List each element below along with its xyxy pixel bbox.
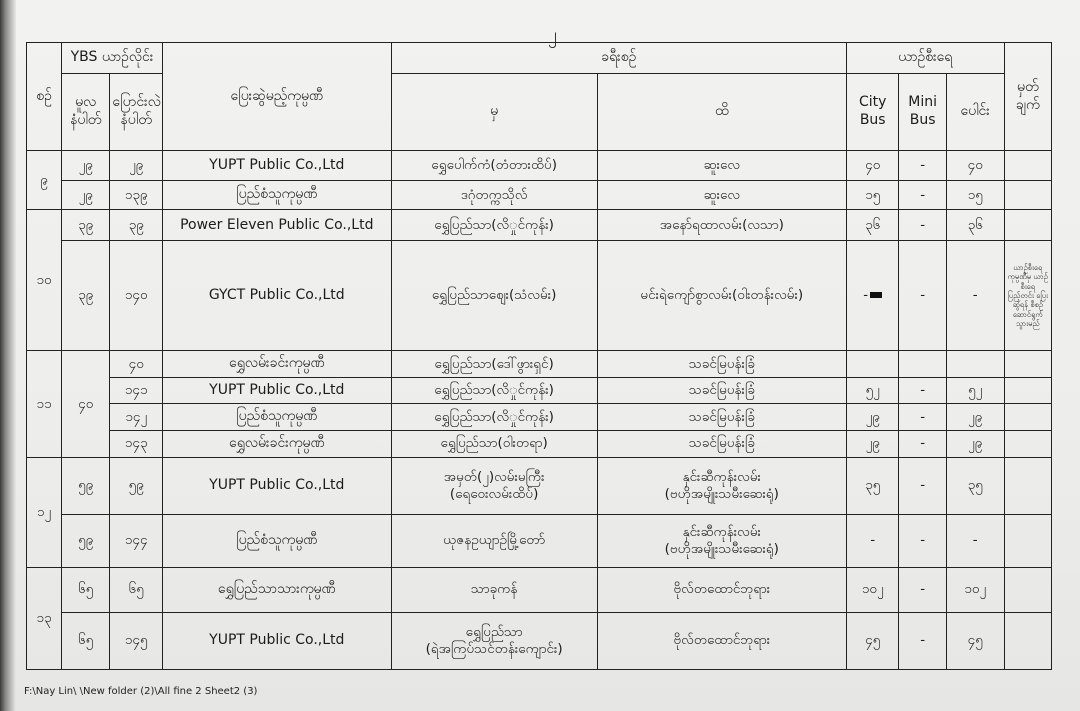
company: YUPT Public Co.,Ltd [162,612,391,669]
group-no: ၁၁ [27,351,62,457]
table-row [27,351,1052,378]
remark [1004,430,1051,457]
mini-bus [899,351,946,378]
city-bus: ၃၅ [846,457,899,514]
route-from: ရွှေပြည်သာဈေး(သံလမ်း) [391,241,597,351]
mini-bus: - [899,241,946,351]
header-mini-bus: Mini Bus [899,73,946,151]
table-row [27,180,1052,210]
mini-bus: - [899,612,946,669]
city-bus: ၅၂ [846,377,899,404]
total: ၂၉ [946,404,1004,431]
table-row [27,404,1052,431]
remark [1004,180,1051,210]
changed-no: ၁၄၁ [110,377,163,404]
mini-bus: - [899,404,946,431]
remark [1004,377,1051,404]
total: ၃၆ [946,210,1004,241]
company: YUPT Public Co.,Ltd [162,457,391,514]
company: ရွှေလမ်းခင်းကုမ္ပဏီ [162,351,391,378]
route-to: ဗိုလ်တထောင်ဘုရား [597,612,846,669]
remark [1004,151,1051,181]
route-to-line2: (ဗဟိုအမျိုးသမီးဆေးရုံ) [664,540,779,557]
table-row [27,430,1052,457]
route-from: ရွှေပြည်သာ(လိှုင်ကုန်း) [391,210,597,241]
changed-no: ၃၉ [110,210,163,241]
company: YUPT Public Co.,Ltd [162,151,391,181]
original-no: ၃၉ [62,210,110,241]
page-number: ၂ [548,24,557,45]
company: Power Eleven Public Co.,Ltd [162,210,391,241]
changed-no: ၂၉ [110,151,163,181]
table-row [27,457,1052,514]
header-group-no: စဉ် [27,43,62,151]
route-to: သခင်မြပန်းခြံ [597,351,846,378]
remark [1004,457,1051,514]
company: ရွှေလမ်းခင်းကုမ္ပဏီ [162,430,391,457]
route-from: ရွှေပြည်သာ(လိှုင်ကုန်း) [391,377,597,404]
original-no: ၅၉ [62,514,110,567]
city-bus: ၁၀၂ [846,567,899,612]
mini-bus: - [899,151,946,181]
mini-bus: - [899,457,946,514]
original-no: ၄၀ [62,351,110,457]
bus-route-table [26,42,1052,670]
city-bus: ၃၆ [846,210,899,241]
route-to: ဗိုလ်တထောင်ဘုရား [597,567,846,612]
group-no: ၉ [27,151,62,210]
route-from: ယုဇနဥယျာဉ်မြို့တော် [391,514,597,567]
route-from-line1: အမှတ်(၂)လမ်းမကြီး [443,468,545,485]
city-bus [846,351,899,378]
remark [1004,351,1051,378]
city-bus-value: - [863,287,869,304]
mini-bus: - [899,514,946,567]
route-to: အနော်ရထာလမ်း(လသာ) [597,210,846,241]
total: - [946,241,1004,351]
original-no: ၂၉ [62,151,110,181]
header-route: ခရီးစဉ် [391,43,846,74]
route-to [597,514,846,567]
original-no: ၅၉ [62,457,110,514]
header-city-bus: City Bus [846,73,899,151]
header-ybs-line: YBS ယာဉ်လိုင်း [62,43,163,74]
route-from-line2: (ရေဝေးလမ်းထိပ်) [449,485,539,502]
table-row [27,567,1052,612]
header-original-no: မူလ နံပါတ် [62,73,110,151]
original-no: ၃၉ [62,241,110,351]
route-to-line1: နှင်းဆီကုန်းလမ်း [682,468,761,485]
changed-no: ၄၀ [110,351,163,378]
file-path-footer: F:\Nay Lin\ \New folder (2)\All fine 2 Sheet2 (3) [24,686,258,697]
table-row [27,612,1052,669]
route-from: ရွှေပေါက်ကံ(တံတားထိပ်) [391,151,597,181]
route-from: ဒဂုံတက္ကသိုလ် [391,180,597,210]
table-row [27,377,1052,404]
city-bus: ၁၅ [846,180,899,210]
changed-no: ၅၉ [110,457,163,514]
table-row [27,241,1052,351]
changed-no: ၁၄၃ [110,430,163,457]
route-to: သခင်မြပန်းခြံ [597,430,846,457]
remark: ယာဉ်စီးရေ ကုမ္ပဏီမှ ယာဉ်စီးရေ ပြည့်တင်း ပြေးဆွဲရန် စီစဉ် ဆောင်ရွက် သွားမည် [1004,241,1051,351]
route-from: သာခုကန် [391,567,597,612]
route-to [597,457,846,514]
original-no: ၆၅ [62,567,110,612]
mini-bus: - [899,430,946,457]
total: - [946,514,1004,567]
original-no: ၂၉ [62,180,110,210]
city-bus: ၄၀ [846,151,899,181]
mini-bus: - [899,180,946,210]
route-from [391,612,597,669]
changed-no: ၁၄၄ [110,514,163,567]
header-from: မှ [391,73,597,151]
header-total: ပေါင်း [946,73,1004,151]
route-from: ရွှေပြည်သာ(ဝါးတရာ) [391,430,597,457]
company: ရွှေပြည်သာသားကုမ္ပဏီ [162,567,391,612]
binding-shadow [0,0,16,711]
city-bus: ၂၉ [846,430,899,457]
route-to-line2: (ဗဟိုအမျိုးသမီးဆေးရုံ) [664,485,779,502]
header-to: ထိ [597,73,846,151]
header-company: ပြေးဆွဲမည့်ကုမ္ပဏီ [162,43,391,151]
changed-no: ၁၄၅ [110,612,163,669]
changed-no: ၆၅ [110,567,163,612]
remark [1004,567,1051,612]
group-no: ၁၀ [27,210,62,351]
table-row [27,151,1052,181]
total: ၄၅ [946,612,1004,669]
company: ပြည်စံသူကုမ္ပဏီ [162,180,391,210]
original-no: ၆၅ [62,612,110,669]
header-bus-count: ယာဉ်စီးရေ [846,43,1004,74]
route-from-line1: ရွှေပြည်သာ [465,623,523,640]
city-bus: ၄၅ [846,612,899,669]
remark [1004,404,1051,431]
company: ပြည်စံသူကုမ္ပဏီ [162,514,391,567]
route-to: သခင်မြပန်းခြံ [597,377,846,404]
ink-mark [870,292,882,298]
total: ၅၂ [946,377,1004,404]
changed-no: ၁၄၀ [110,241,163,351]
route-from: ရွှေပြည်သာ(လိှုင်ကုန်း) [391,404,597,431]
total: ၃၅ [946,457,1004,514]
city-bus: - [846,514,899,567]
mini-bus: - [899,377,946,404]
route-from: ရွှေပြည်သာ(ဒေါ်ဖွားရှင်) [391,351,597,378]
route-from [391,457,597,514]
remark [1004,210,1051,241]
mini-bus: - [899,567,946,612]
table-row [27,210,1052,241]
route-from-line2: (ရဲအကြပ်သင်တန်းကျောင်း) [425,640,563,657]
remark [1004,612,1051,669]
company: ပြည်စံသူကုမ္ပဏီ [162,404,391,431]
total [946,351,1004,378]
route-to: ဆူးလေ [597,151,846,181]
route-to: မင်းရဲကျော်စွာလမ်း(ဝါးတန်းလမ်း) [597,241,846,351]
changed-no: ၁၃၉ [110,180,163,210]
changed-no: ၁၄၂ [110,404,163,431]
total: ၁၅ [946,180,1004,210]
city-bus [846,241,899,351]
group-no: ၁၂ [27,457,62,567]
remark [1004,514,1051,567]
group-no: ၁၃ [27,567,62,669]
route-to: သခင်မြပန်းခြံ [597,404,846,431]
route-to: ဆူးလေ [597,180,846,210]
route-to-line1: နှင်းဆီကုန်းလမ်း [682,523,761,540]
header-changed-no: ပြောင်းလဲ နံပါတ် [110,73,163,151]
header-remarks: မှတ် ချက် [1004,43,1051,151]
total: ၁၀၂ [946,567,1004,612]
company: YUPT Public Co.,Ltd [162,377,391,404]
company: GYCT Public Co.,Ltd [162,241,391,351]
total: ၄၀ [946,151,1004,181]
mini-bus: - [899,210,946,241]
city-bus: ၂၉ [846,404,899,431]
total: ၂၉ [946,430,1004,457]
table-row [27,514,1052,567]
